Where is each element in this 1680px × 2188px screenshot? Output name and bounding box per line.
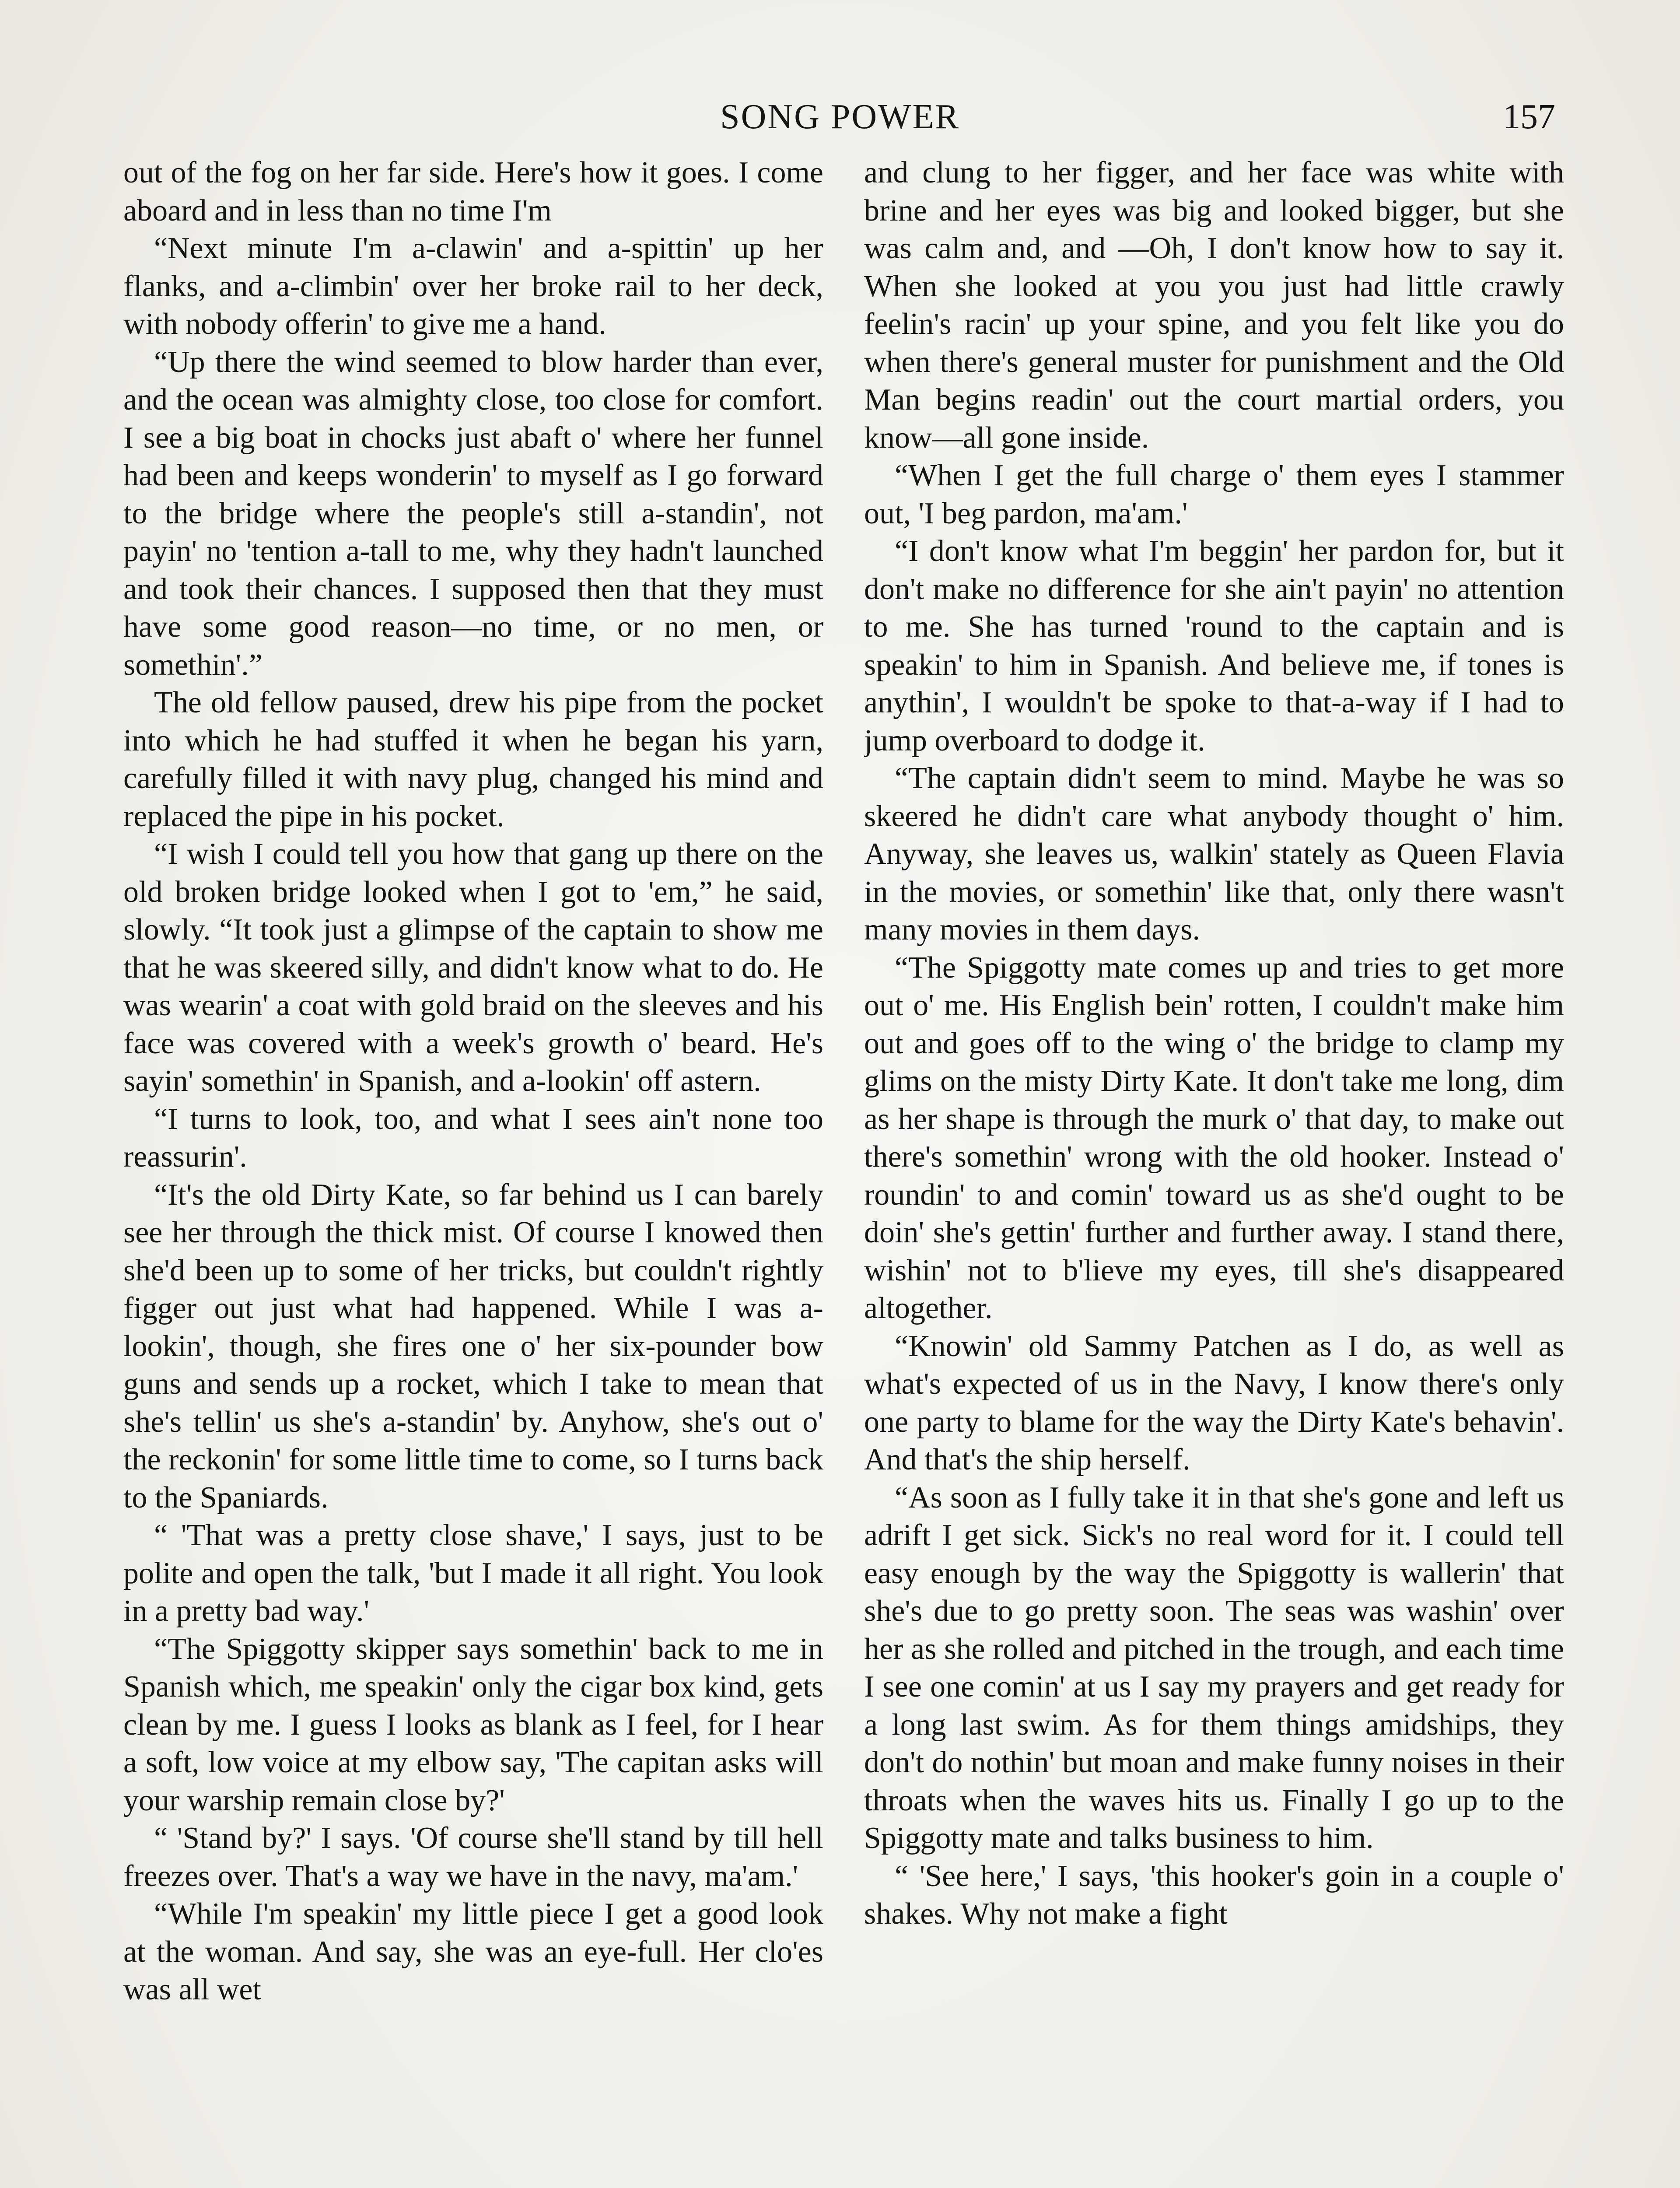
paragraph: “ 'See here,' I says, 'this hooker's goin in a couple o' shakes. Why not make a fight <box>864 1859 1564 1931</box>
paragraph: “The Spiggotty skipper says somethin' back to me in Spanish which, me speakin' only the cigar box kind, gets clean by me. I guess I looks as blank as I feel, for I hear a soft, low voice at my elbow say, 'The capitan asks will your warship remain close by?' <box>123 1632 823 1817</box>
paragraph: “I turns to look, too, and what I sees ain't none too reassurin'. <box>123 1102 823 1174</box>
paragraph: out of the fog on her far side. Here's how it goes. I come aboard and in less than no time I'm <box>123 156 823 228</box>
paragraph: “Up there the wind seemed to blow harder than ever, and the ocean was almighty close, too close for comfort. I see a big boat in chocks just abaft o' where her funnel had been and keeps wonderin' to myself as I go forward to the bridge where the people's still a-standin', not payin' no 'tention a-tall to me, why they hadn't launched and took their chances. I supposed then that they must have some good reason—no time, or no men, or somethin'.” <box>123 345 823 682</box>
page-number: 157 <box>1503 98 1555 136</box>
paragraph: “While I'm speakin' my little piece I get a good look at the woman. And say, she was an eye-full. Her clo'es was all wet <box>123 1897 823 2006</box>
paragraph: “I wish I could tell you how that gang up there on the old broken bridge looked when I got to 'em,” he said, slowly. “It took just a glimpse of the captain to show me that he was skeered silly, and didn't know what to do. He was wearin' a coat with gold braid on the sleeves and his face was covered with a week's growth o' beard. He's sayin' somethin' in Spanish, and a-lookin' off astern. <box>123 837 823 1098</box>
paragraph: “It's the old Dirty Kate, so far behind us I can barely see her through the thick mist. Of course I knowed then she'd been up to some of her tricks, but couldn't rightly figger out just what had happened. While I was a-lookin', though, she fires one o' her six-pounder bow guns and sends up a rocket, which I take to mean that she's tellin' us she's a-standin' by. Anyhow, she's out o' the reckonin' for some little time to come, so I turns back to the Spaniards. <box>123 1178 823 1515</box>
paragraph: “The captain didn't seem to mind. Maybe he was so skeered he didn't care what anybody thought o' him. Anyway, she leaves us, walkin' stately as Queen Flavia in the movies, or somethin' like that, only there wasn't many movies in them days. <box>864 761 1564 947</box>
paragraph: “The Spiggotty mate comes up and tries to get more out o' me. His English bein' rotten, I couldn't make him out and goes off to the wing o' the bridge to clamp my glims on the misty Dirty Kate. It don't take me long, dim as her shape is through the murk o' that day, to make out there's somethin' wrong with the old hooker. Instead o' roundin' to and comin' toward us as she'd ought to be doin' she's gettin' further and further away. I stand there, wishin' not to b'lieve my eyes, till she's disappeared altogether. <box>864 950 1564 1325</box>
left-text-column <box>123 154 823 2188</box>
running-title: SONG POWER <box>720 98 960 136</box>
paragraph: and clung to her figger, and her face was white with brine and her eyes was big and looked bigger, but she was calm and, and —Oh, I don't know how to say it. When she looked at you you just had little crawly feelin's racin' up your spine, and you felt like you do when there's general muster for punishment and the Old Man begins readin' out the court martial orders, you know—all gone inside. <box>864 156 1564 455</box>
paragraph: “Knowin' old Sammy Patchen as I do, as well as what's expected of us in the Navy, I know there's only one party to blame for the way the Dirty Kate's behavin'. And that's the ship herself. <box>864 1329 1564 1476</box>
paragraph: “ 'Stand by?' I says. 'Of course she'll stand by till hell freezes over. That's a way we have in the navy, ma'am.' <box>123 1821 823 1893</box>
paragraph: “As soon as I fully take it in that she's gone and left us adrift I get sick. Sick's no real word for it. I could tell easy enough by the way the Spiggotty is wallerin' that she's due to go pretty soon. The seas was washin' over her as she rolled and pitched in the trough, and each time I see one comin' at us I say my prayers and get ready for a long last swim. As for them things amidships, they don't do nothin' but moan and make funny noises in their throats when the waves hits us. Finally I go up to the Spiggotty mate and talks business to him. <box>864 1480 1564 1855</box>
paragraph: The old fellow paused, drew his pipe from the pocket into which he had stuffed it when he began his yarn, carefully filled it with navy plug, changed his mind and replaced the pipe in his pocket. <box>123 686 823 833</box>
paragraph: “When I get the full charge o' them eyes I stammer out, 'I beg pardon, ma'am.' <box>864 459 1564 530</box>
paragraph: “I don't know what I'm beggin' her pardon for, but it don't make no difference for she ain't payin' no attention to me. She has turned 'round to the captain and is speakin' to him in Spanish. And believe me, if tones is anythin', I wouldn't be spoke to that-a-way if I had to jump overboard to dodge it. <box>864 534 1564 757</box>
paragraph: “ 'That was a pretty close shave,' I says, just to be polite and open the talk, 'but I made it all right. You look in a pretty bad way.' <box>123 1518 823 1628</box>
paragraph: “Next minute I'm a-clawin' and a-spittin' up her flanks, and a-climbin' over her broke rail to her deck, with nobody offerin' to give me a hand. <box>123 231 823 341</box>
right-text-column <box>864 154 1564 2188</box>
